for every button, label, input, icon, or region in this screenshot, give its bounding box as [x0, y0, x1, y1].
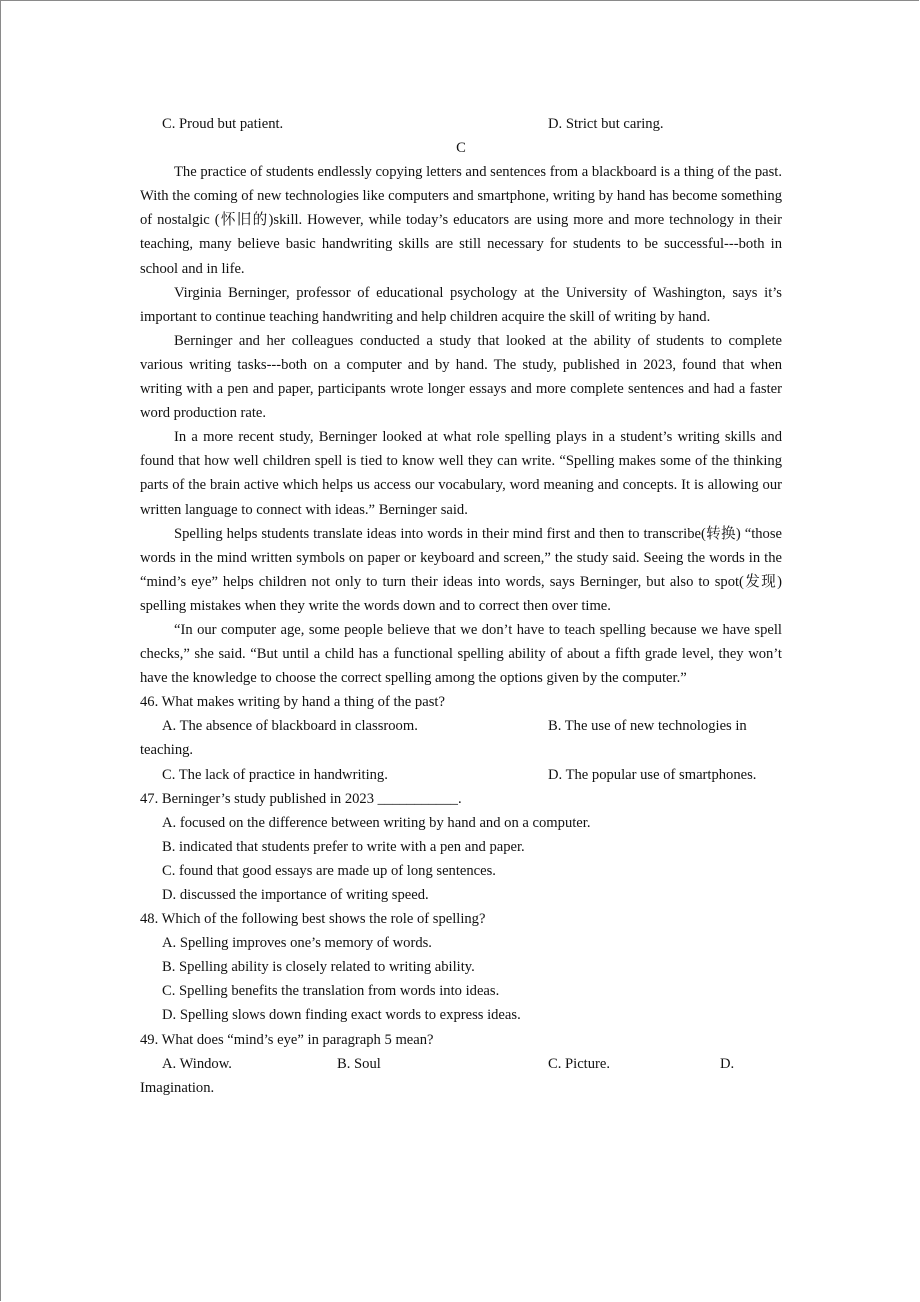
- passage-label: C: [456, 140, 466, 157]
- option-c: C. Spelling benefits the translation from words into ideas.: [162, 983, 500, 1000]
- option-d: D. Strict but caring.: [548, 116, 664, 132]
- question-46-options-ab: [140, 714, 782, 738]
- question-49-options: [140, 1052, 782, 1076]
- option-d: D. The popular use of smartphones.: [548, 766, 757, 783]
- paragraph-1: The practice of students endlessly copying letters and sentences from a blackboard is a thing of the past. With the coming of new technologies like computers and smartphone, writing by hand has become something of nostalgic (怀旧的)skill. However, while today’s educators are using more and more technology in their teaching, many believe basic handwriting skills are still necessary for students to be successful---both in school and in life.: [140, 164, 782, 277]
- question-47-stem: 47. Berninger’s study published in 2023 ___________.: [140, 790, 462, 807]
- option-b-continued: teaching.: [140, 742, 194, 759]
- option-b: B. The use of new technologies in: [548, 718, 747, 735]
- option-b: B. Soul: [337, 1055, 381, 1072]
- option-c: C. The lack of practice in handwriting.: [162, 766, 388, 783]
- paragraph-6: “In our computer age, some people believe that we don’t have to teach spelling because we have spell checks,” she said. “But until a child has a functional spelling ability of about a fifth grade level, they won’t have the knowledge to choose the correct spelling among the options given by the computer.”: [140, 621, 782, 687]
- option-a: A. Window.: [162, 1055, 232, 1072]
- option-a: A. The absence of blackboard in classroom.: [162, 718, 418, 735]
- option-d-continued: Imagination.: [140, 1079, 215, 1096]
- paragraph-4: In a more recent study, Berninger looked at what role spelling plays in a student’s writing skills and found that how well children spell is tied to know well they can write. “Spelling makes some of the thinking parts of the brain active which helps us access our vocabulary, word meaning and concepts. It is allowing our written language to connect with ideas.” Berninger said.: [140, 429, 782, 518]
- option-d: D. Spelling slows down finding exact words to express ideas.: [162, 1007, 521, 1024]
- prev-question-options: [140, 112, 782, 136]
- option-d: D. discussed the importance of writing speed.: [162, 887, 429, 903]
- question-49-stem: 49. What does “mind’s eye” in paragraph 5 mean?: [140, 1031, 434, 1048]
- question-46-stem: 46. What makes writing by hand a thing of the past?: [140, 694, 445, 711]
- option-c: C. found that good essays are made up of long sentences.: [162, 862, 496, 879]
- option-b: B. Spelling ability is closely related to writing ability.: [162, 959, 475, 976]
- question-48-stem: 48. Which of the following best shows the role of spelling?: [140, 911, 486, 928]
- option-c: C. Picture.: [548, 1055, 611, 1072]
- option-c: C. Proud but patient.: [162, 116, 284, 132]
- paragraph-3: Berninger and her colleagues conducted a study that looked at the ability of students to complete various writing tasks---both on a computer and by hand. The study, published in 2023, found that when writing with a pen and paper, participants wrote longer essays and more complete sentences and had a faster word production rate.: [140, 332, 782, 422]
- option-b: B. indicated that students prefer to write with a pen and paper.: [162, 838, 525, 855]
- question-46-options-cd: [140, 763, 782, 787]
- page-content: [140, 112, 782, 1100]
- option-d: D.: [720, 1055, 735, 1072]
- paragraph-2: Virginia Berninger, professor of educational psychology at the University of Washington, says it’s important to continue teaching handwriting and help children acquire the skill of writing by hand.: [140, 284, 782, 325]
- option-a: A. Spelling improves one’s memory of words.: [162, 935, 432, 952]
- paragraph-5: Spelling helps students translate ideas into words in their mind first and then to transcribe(转换) “those words in the mind written symbols on paper or keyboard and screen,” the study said. Seeing the words in the “mind’s eye” helps children not only to turn their ideas into words, says Berninger, but also to spot(发现) spelling mistakes when they write the words down and to correct then over time.: [140, 525, 782, 614]
- option-a: A. focused on the difference between writing by hand and on a computer.: [162, 814, 591, 831]
